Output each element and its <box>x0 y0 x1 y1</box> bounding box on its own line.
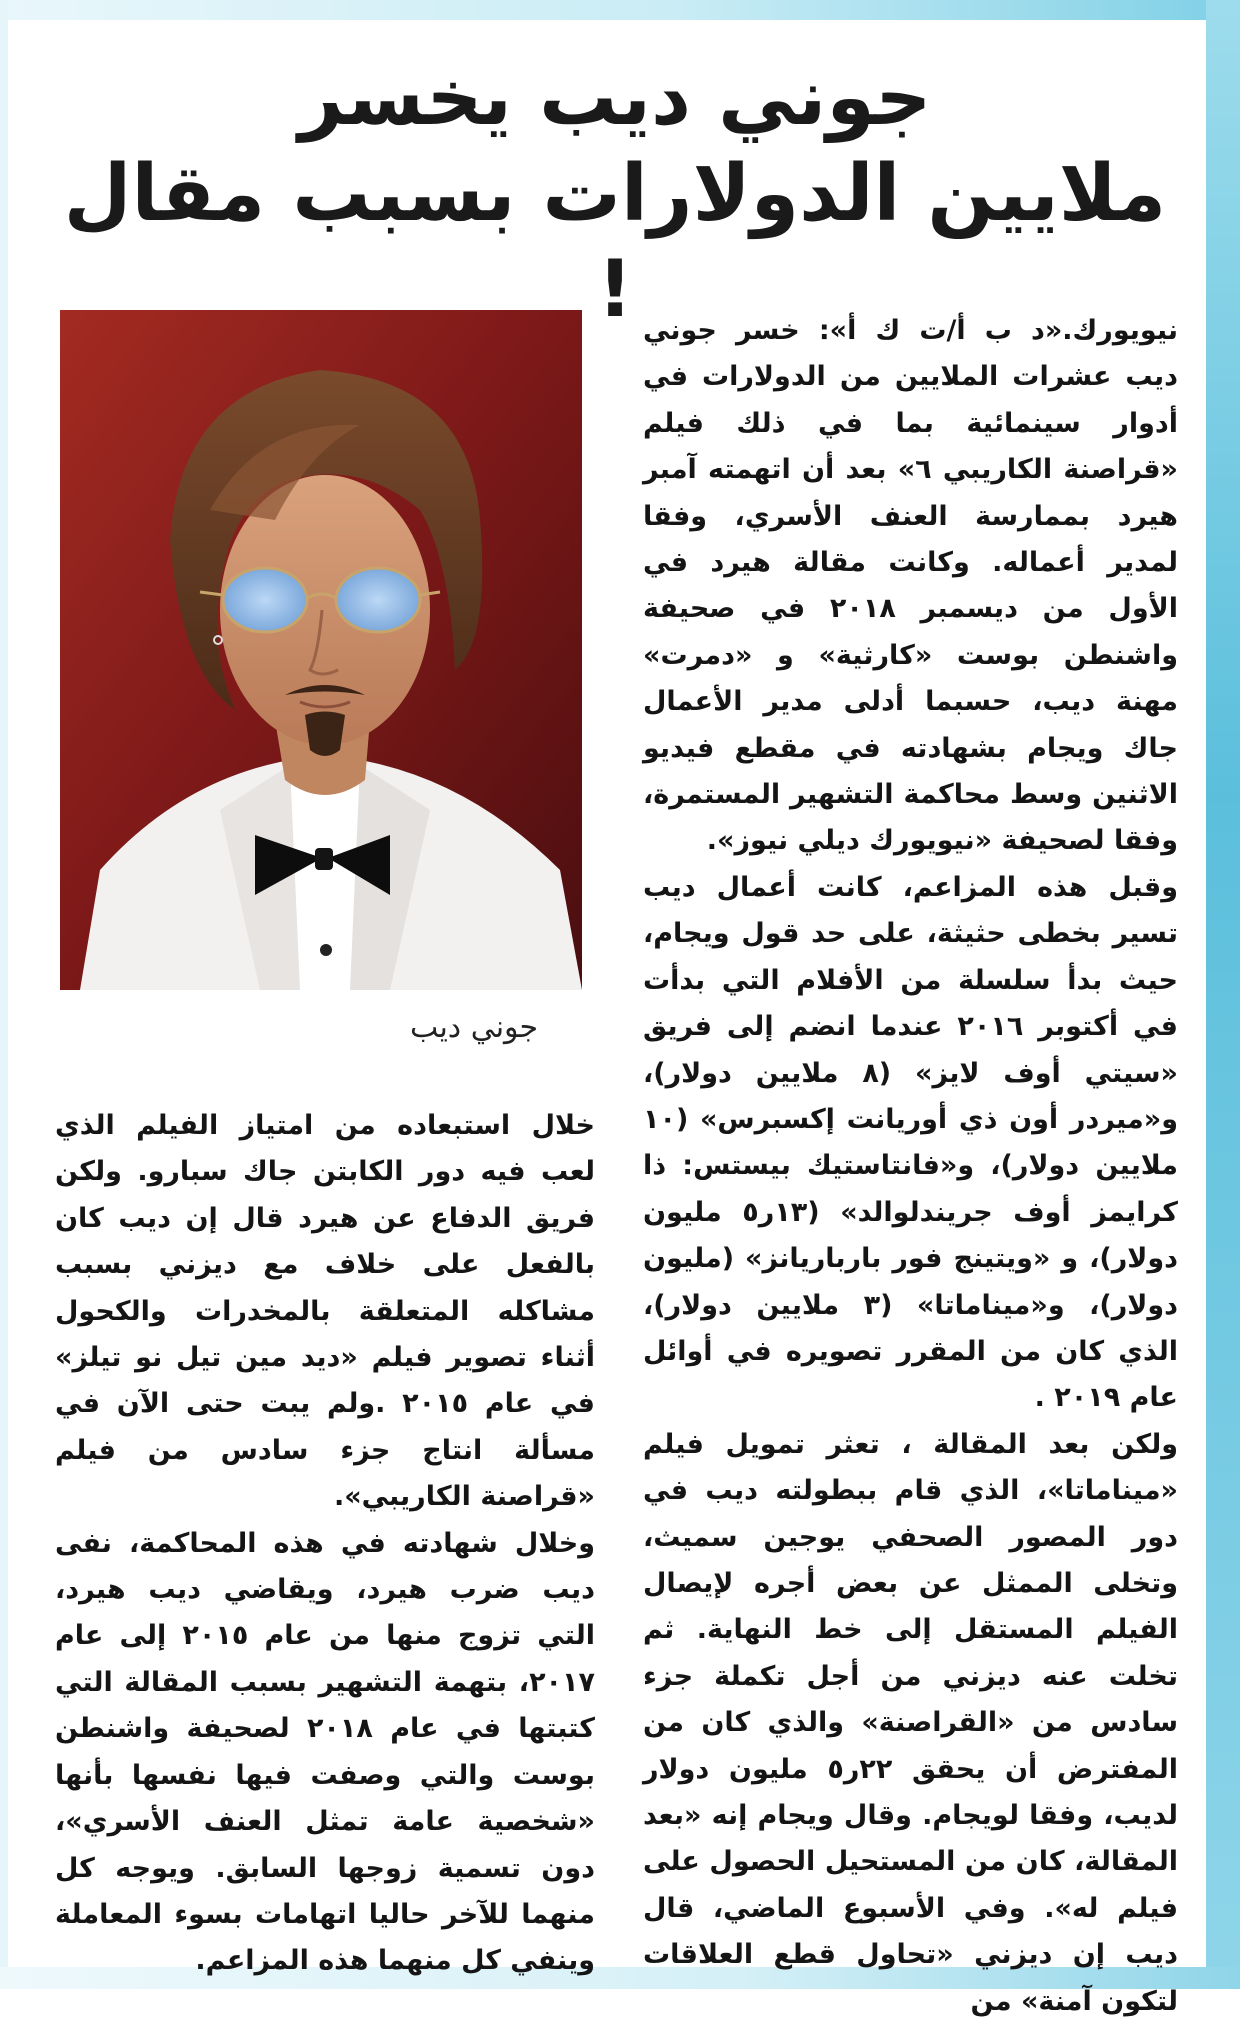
article-paragraph: نيويورك.«د ب أ/ت ك أ»: خسر جوني ديب عشرات الملايين من الدولارات في أدوار سينمائية بما في ذلك فيلم «قراصنة الكاريبي ٦» بعد أن اتهمته آمبر هيرد بممارسة العنف الأسري، وفقا لمدير أعماله. وكانت مقالة هيرد في الأول من ديسمبر ٢٠١٨ في صحيفة واشنطن بوست «كارثية» و «دمرت» مهنة ديب، حسبما أدلى مدير الأعمال جاك ويجام بشهادته في مقطع فيديو الاثنين وسط محاكمة التشهير المستمرة، وفقا لصحيفة «نيويورك ديلي نيوز». <box>643 315 1178 857</box>
decorative-frame-top <box>0 0 1240 20</box>
headline-line-1: جوني ديب يخسر <box>298 53 932 143</box>
decorative-frame-left <box>0 0 8 1989</box>
article-column-right <box>643 308 1178 2017</box>
article-paragraph: وقبل هذه المزاعم، كانت أعمال ديب تسير بخطى حثيثة، على حد قول ويجام، حيث بدأ سلسلة من الأفلام التي بدأت في أكتوبر ٢٠١٦ عندما انضم إلى فريق «سيتي أوف لايز» (٨ ملايين دولار)، و«ميردر أون ذي أوريانت إكسبرس» (١٠ ملايين دولار)، و«فانتاستيك بيستس: ذا كرايمز أوف جريندلوالد» (١٣ر٥ مليون دولار)، و «ويتينج فور بارباريانز» (مليون دولار)، و«ميناماتا» (٣ ملايين دولار)، الذي كان من المقرر تصويره في أوائل عام ٢٠١٩ . <box>643 871 1178 1414</box>
article-column-left <box>55 1103 595 1977</box>
decorative-frame-right <box>1206 0 1240 1989</box>
headline-line-2: ملايين الدولارات بسبب مقال ! <box>63 149 1167 335</box>
article-paragraph: ولكن بعد المقالة ، تعثر تمويل فيلم «ميناماتا»، الذي قام ببطولته ديب في دور المصور الصحفي يوجين سميث، وتخلى الممثل عن بعض أجره لإيصال الفيلم المستقل إلى خط النهاية. ثم تخلت عنه ديزني من أجل تكملة جزء سادس من «القراصنة» والذي كان من المفترض أن يحقق ٢٢ر٥ مليون دولار لديب، وفقا لويجام. وقال ويجام إنه «بعد المقالة، كان من المستحيل الحصول على فيلم له». وفي الأسبوع الماضي، قال ديب إن ديزني «تحاول قطع العلاقات لتكون آمنة» من <box>643 1428 1178 2017</box>
article-paragraph: خلال استبعاده من امتياز الفيلم الذي لعب فيه دور الكابتن جاك سبارو. ولكن فريق الدفاع عن هيرد قال إن ديب كان بالفعل على خلاف مع ديزني بسبب مشاكله المتعلقة بالمخدرات والكحول أثناء تصوير فيلم «ديد مين تيل نو تيلز» في عام ٢٠١٥ .ولم يبت حتى الآن في مسألة انتاج جزء سادس من فيلم «قراصنة الكاريبي». <box>55 1110 595 1513</box>
article-paragraph: وخلال شهادته في هذه المحاكمة، نفى ديب ضرب هيرد، ويقاضي ديب هيرد، التي تزوج منها من عام ٢٠١٥ إلى عام ٢٠١٧، بتهمة التشهير بسبب المقالة التي كتبتها في عام ٢٠١٨ لصحيفة واشنطن بوست والتي وصفت فيها نفسها بأنها «شخصية عامة تمثل العنف الأسري»، دون تسمية زوجها السابق. ويوجه كل منهما للآخر حاليا اتهامات بسوء المعاملة وينفي كل منهما هذه المزاعم. <box>55 1527 595 1977</box>
article-headline <box>60 50 1170 338</box>
photo-caption-text: جوني ديب <box>410 1010 539 1045</box>
portrait-photo <box>60 310 582 990</box>
photo-caption <box>60 1010 582 1045</box>
